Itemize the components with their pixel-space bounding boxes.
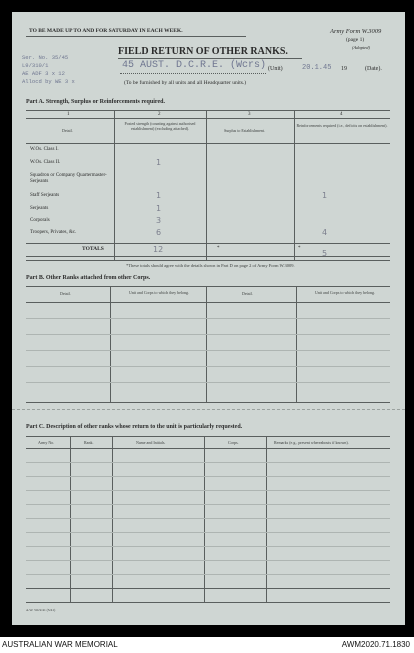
posted-serjeants: 1 xyxy=(156,204,162,213)
posted-wo2: 1 xyxy=(156,158,162,167)
print-code: A.W. 5m 9/41 (S/41) xyxy=(26,608,56,612)
serial-number: Ser. No. 35/45 xyxy=(22,54,69,61)
col-number-2: 2 xyxy=(158,112,161,117)
reference-line: L9/310/1 xyxy=(22,62,49,69)
totals-reinforcements: 5 xyxy=(322,249,328,258)
row-label-corporals: Corporals xyxy=(30,218,50,223)
unit-label: (Unit) xyxy=(268,66,283,72)
document-sheet: TO BE MADE UP TO AND FOR SATURDAY IN EACH WEEK. Army Form W.3009 (page 1) (Adapted) FIELD RETURN OF OTHER RANKS. Ser. No. 35/45 L9/310/1 AE ADF 3 x 12 Allocd by WE 3 x 45 AUST. D.C.R.E. (Wcrs) (Unit) 20.1.45 19 (Date). (To be furnished by all units and all Headquarter units.) Part A. Strength, Surplus or Reinforcements required. 1 2 3 4 Detail. Posted strength (counting against authorised establishment) (excluding attached). Surplus to Establishment. Reinforcements required (i.e., deficits on establishment). W.Os. Class I. W.Os. Class II. Squadron or Company Quartermaster-Serjeants Staff Serjeants Serjeants Corporals Troopers, Privates, &c. 1 1 1 3 6 1 4 TOTALS 12 * 5 * *These totals should agree with the details shown in Part D on page 2 of Army Form W.3009. Part B. Other Ranks attached from other Corps. Detail. Unit and Corps to which they belong. Detail. Unit and Corps to which they belong. Part C. Description of other ranks whose return to the unit is particularly requested. Army No. Rank. Name and Initials. Corps. Remarks (e.g., present whereabouts if known). A.W. 5m 9/41 (S/41) xyxy=(12,12,405,625)
adapted-note: (Adapted) xyxy=(352,45,370,50)
row-label-serjeants: Serjeants xyxy=(30,206,49,211)
part-b-col-unit-2: Unit and Corps to which they belong. xyxy=(314,290,376,295)
part-c-col-army-no: Army No. xyxy=(38,440,55,445)
furnished-note: (To be furnished by all units and all Headquarter units.) xyxy=(124,80,247,86)
date-value: 20.1.45 xyxy=(302,64,332,72)
col-header-reinforcements: Reinforcements required (i.e., deficits on establishment). xyxy=(296,123,388,128)
reinf-staff-serjeants: 1 xyxy=(322,191,328,200)
page-title: FIELD RETURN OF OTHER RANKS. xyxy=(118,46,288,57)
page-ref: (page 1) xyxy=(346,37,365,43)
part-b-col-detail-1: Detail. xyxy=(60,291,71,296)
part-a-heading: Part A. Strength, Surplus or Reinforcements required. xyxy=(26,99,165,105)
part-c-col-corps: Corps. xyxy=(228,440,239,445)
col-number-3: 3 xyxy=(248,112,251,117)
footer-institution: AUSTRALIAN WAR MEMORIAL xyxy=(2,640,118,649)
fold-line xyxy=(12,409,405,410)
posted-staff-serjeants: 1 xyxy=(156,191,162,200)
col-number-1: 1 xyxy=(67,112,70,117)
archive-footer xyxy=(0,637,414,653)
totals-surplus-asterisk: * xyxy=(217,246,220,251)
row-label-wo1: W.Os. Class I. xyxy=(30,147,59,152)
instruction-underline xyxy=(26,36,246,37)
year-label: 19 xyxy=(341,66,347,72)
row-label-staff-serjeants: Staff Serjeants xyxy=(30,193,60,198)
col-header-posted: Posted strength (counting against authorised establishment) (excluding attached). xyxy=(124,121,196,131)
col-number-4: 4 xyxy=(340,112,343,117)
totals-posted: 12 xyxy=(153,245,164,254)
totals-note: *These totals should agree with the details shown in Part D on page 2 of Army Form W.3009. xyxy=(126,263,295,268)
row-label-wo2: W.Os. Class II. xyxy=(30,160,61,165)
col-header-surplus: Surplus to Establishment. xyxy=(224,128,265,133)
totals-label: TOTALS xyxy=(82,246,104,252)
unit-value: 45 AUST. D.C.R.E. (Wcrs) xyxy=(122,60,267,71)
date-label: (Date). xyxy=(365,66,382,72)
part-b-col-unit-1: Unit and Corps to which they belong. xyxy=(128,290,190,295)
row-label-cqms: Squadron or Company Quartermaster-Serjeants xyxy=(30,173,107,184)
unit-dotted-line xyxy=(120,73,266,74)
part-b-heading: Part B. Other Ranks attached from other Corps. xyxy=(26,275,151,281)
posted-troopers: 6 xyxy=(156,228,162,237)
footer-accession: AWM2020.71.1830 xyxy=(341,640,410,649)
title-underline xyxy=(118,58,302,59)
instruction-line: TO BE MADE UP TO AND FOR SATURDAY IN EACH WEEK. xyxy=(29,28,183,34)
part-c-heading: Part C. Description of other ranks whose return to the unit is particularly requested. xyxy=(26,424,243,430)
form-id: Army Form W.3009 xyxy=(330,28,382,35)
posted-corporals: 3 xyxy=(156,216,162,225)
part-c-col-rank: Rank. xyxy=(84,440,94,445)
col-header-detail: Detail. xyxy=(62,128,73,133)
part-b-col-detail-2: Detail. xyxy=(242,291,253,296)
reinf-troopers: 4 xyxy=(322,228,328,237)
ae-line: AE ADF 3 x 12 xyxy=(22,70,65,77)
part-c-col-remarks: Remarks (e.g., present whereabouts if known). xyxy=(274,440,349,445)
row-label-troopers: Troopers, Privates, &c. xyxy=(30,230,77,235)
allocated-line: Allocd by WE 3 x xyxy=(22,78,75,85)
part-c-col-name: Name and Initials. xyxy=(136,440,166,445)
